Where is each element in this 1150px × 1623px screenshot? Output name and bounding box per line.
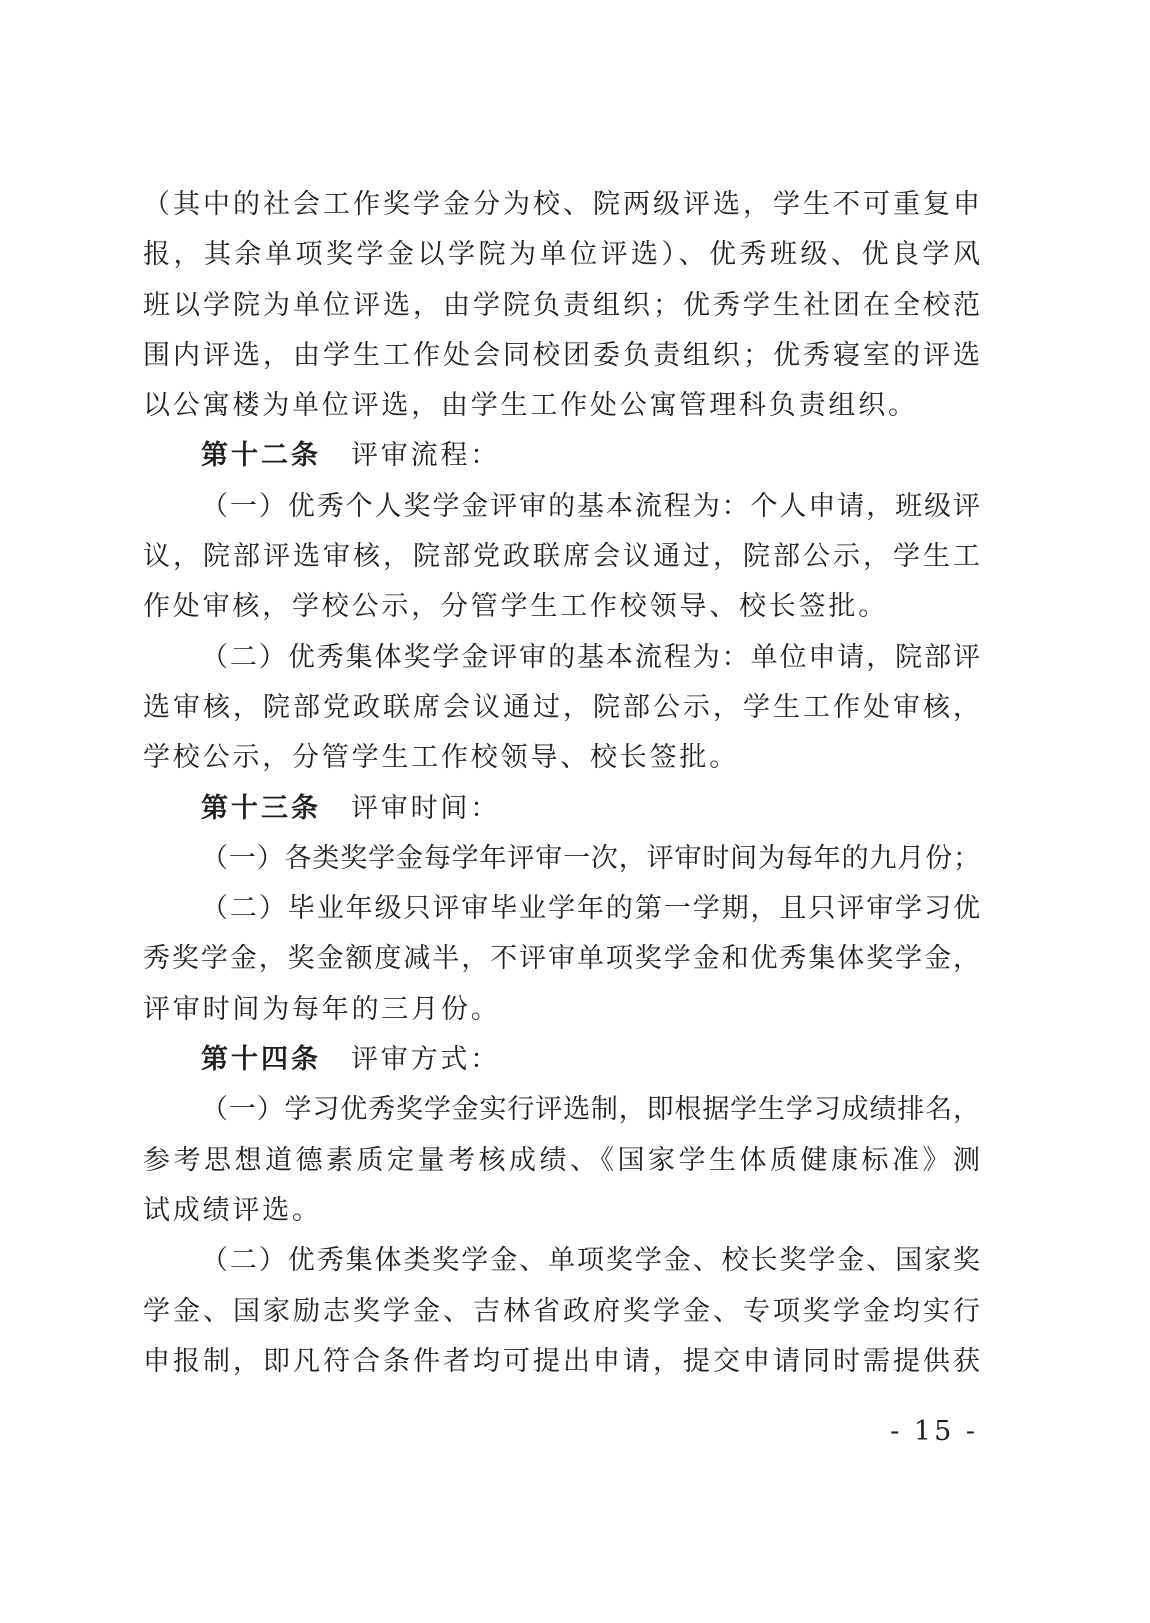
body-line: （一）学习优秀奖学金实行评选制，即根据学生学习成绩排名， bbox=[201, 1094, 980, 1126]
body-line: 申报制，即凡符合条件者均可提出申请，提交申请同时需提供获 bbox=[143, 1345, 980, 1377]
article-13-label: 第十三条 bbox=[201, 792, 321, 824]
article-12-heading bbox=[143, 431, 980, 481]
page-number: - 15 - bbox=[890, 1416, 978, 1447]
body-line: 围内评选，由学生工作处会同校团委负责组织；优秀寝室的评选 bbox=[143, 339, 980, 371]
body-line: 试成绩评选。 bbox=[143, 1194, 322, 1226]
article-14-heading bbox=[143, 1035, 980, 1085]
article-12-label: 第十二条 bbox=[201, 440, 321, 472]
body-line: 学校公示，分管学生工作校领导、校长签批。 bbox=[143, 742, 739, 774]
body-line: 报，其余单项奖学金以学院为单位评选）、优秀班级、优良学风 bbox=[143, 239, 980, 271]
document-body bbox=[143, 180, 980, 1387]
article-12-title: 评审流程： bbox=[351, 440, 500, 472]
body-line: （二）优秀集体奖学金评审的基本流程为：单位申请，院部评 bbox=[201, 641, 980, 673]
article-14-title: 评审方式： bbox=[351, 1044, 500, 1076]
body-line: （一）优秀个人奖学金评审的基本流程为：个人申请，班级评 bbox=[201, 490, 980, 522]
body-line: 以公寓楼为单位评选，由学生工作处公寓管理科负责组织。 bbox=[143, 390, 918, 422]
body-line: 议，院部评选审核，院部党政联席会议通过，院部公示，学生工 bbox=[143, 541, 980, 573]
body-line: 参考思想道德素质定量考核成绩、《国家学生体质健康标准》测 bbox=[143, 1144, 980, 1176]
body-line: （二）毕业年级只评审毕业学年的第一学期，且只评审学习优 bbox=[201, 893, 980, 925]
article-13-heading bbox=[143, 784, 980, 834]
body-line: 作处审核，学校公示，分管学生工作校领导、校长签批。 bbox=[143, 591, 888, 623]
body-line: 学金、国家励志奖学金、吉林省政府奖学金、专项奖学金均实行 bbox=[143, 1295, 980, 1327]
body-line: （二）优秀集体类奖学金、单项奖学金、校长奖学金、国家奖 bbox=[201, 1245, 980, 1277]
article-13-title: 评审时间： bbox=[351, 792, 500, 824]
body-line: 班以学院为单位评选，由学院负责组织；优秀学生社团在全校范 bbox=[143, 289, 980, 321]
body-line: 秀奖学金，奖金额度减半，不评审单项奖学金和优秀集体奖学金， bbox=[143, 943, 980, 975]
body-line: 选审核，院部党政联席会议通过，院部公示，学生工作处审核， bbox=[143, 691, 980, 723]
article-14-label: 第十四条 bbox=[201, 1044, 321, 1076]
body-line: 评审时间为每年的三月份。 bbox=[143, 993, 501, 1025]
body-line: （一）各类奖学金每学年评审一次，评审时间为每年的九月份； bbox=[201, 842, 980, 874]
body-line: （其中的社会工作奖学金分为校、院两级评选，学生不可重复申 bbox=[143, 189, 980, 220]
